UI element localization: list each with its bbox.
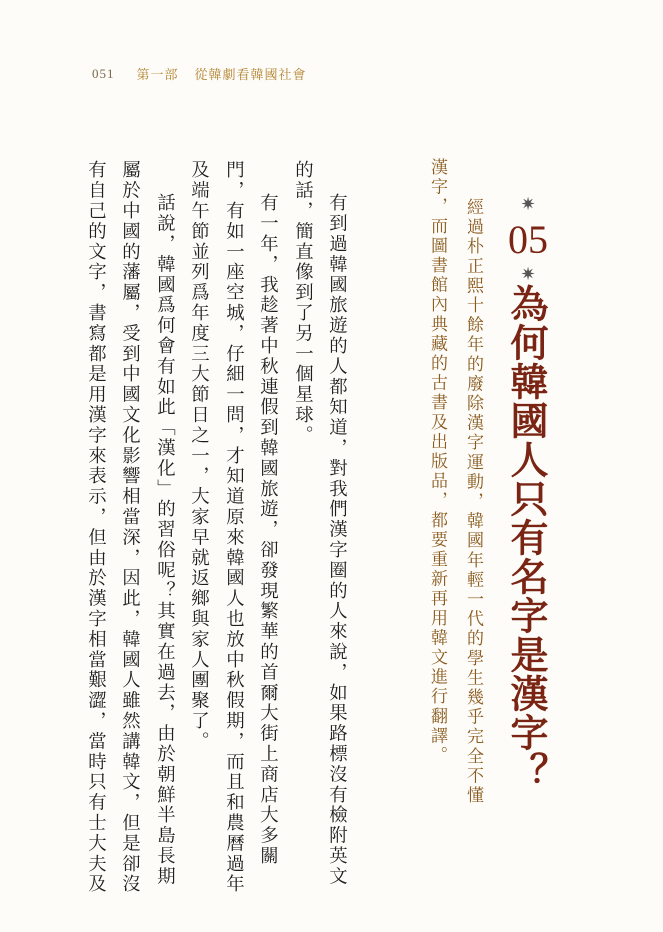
body-line-2: 的話，簡直像到了另一個星球。 bbox=[292, 160, 314, 446]
body-line-5: 及端午節並列爲年度三大節日之一，大家早就返鄉與家人團聚了。 bbox=[188, 160, 210, 752]
body-line-8: 有自己的文字，書寫都是用漢字來表示，但由於漢字相當艱澀，當時只有士大夫及 bbox=[85, 160, 107, 895]
chapter-number-block bbox=[506, 196, 550, 284]
chapter-number: 05 bbox=[508, 217, 548, 262]
body-line-3: 有一年，我趁著中秋連假到韓國旅遊，卻發現繁華的首爾大街上商店大多關 bbox=[257, 193, 279, 867]
summary-line-2: 漢字，而圖書館內典藏的古書及出版品，都要重新再用韓文進行翻譯。 bbox=[427, 158, 447, 766]
body-line-6: 話說，韓國爲何會有如此「漢化」的習俗呢？其實在過去，由於朝鮮半島長期 bbox=[154, 193, 176, 887]
star-ornament-bottom-icon: ✷ bbox=[520, 264, 536, 285]
running-header bbox=[92, 64, 307, 83]
body-line-1: 有到過韓國旅遊的人都知道，對我們漢字圈的人來說，如果路標沒有檢附英文 bbox=[326, 193, 348, 887]
page-number: 051 bbox=[92, 65, 115, 81]
star-ornament-top-icon: ✷ bbox=[520, 194, 536, 215]
body-line-4: 門，有如一座空城，仔細一問，才知道原來韓國人也放中秋假期，而且和農曆過年 bbox=[223, 160, 245, 895]
body-line-7: 屬於中國的藩屬，受到中國文化影響相當深，因此，韓國人雖然講韓文，但是卻沒 bbox=[119, 160, 141, 895]
summary-line-1: 經過朴正熙十餘年的廢除漢字運動，韓國年輕一代的學生幾乎完全不懂 bbox=[463, 198, 483, 806]
part-title: 從韓劇看韓國社會 bbox=[194, 68, 307, 83]
chapter-title: 為何韓國人只有名字是漢字？ bbox=[504, 284, 549, 791]
part-label: 第一部 bbox=[136, 68, 179, 83]
